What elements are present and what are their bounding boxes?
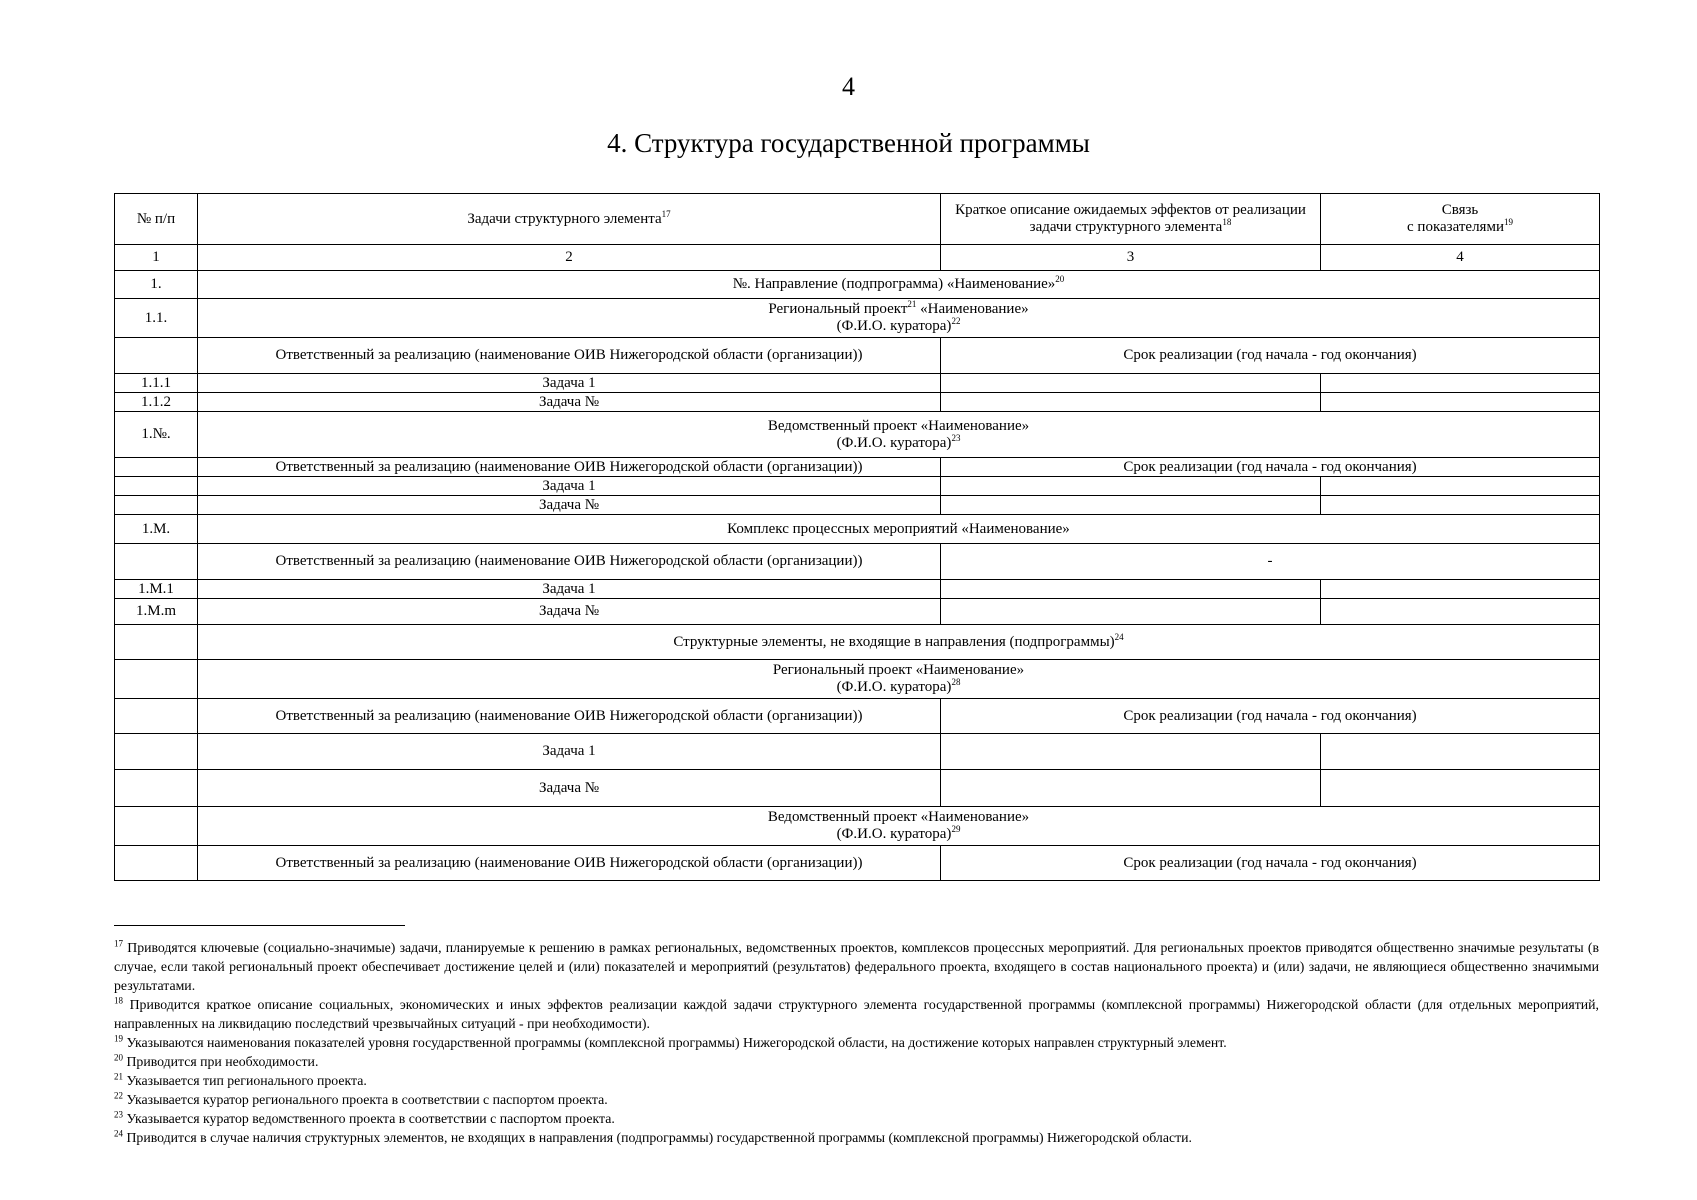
- row-number: 1.: [115, 271, 198, 299]
- table-row: [115, 580, 1600, 599]
- table-row: [115, 338, 1600, 374]
- task-cell: Задача 1: [198, 580, 941, 599]
- footnote-separator: [114, 925, 405, 926]
- table-row: [115, 515, 1600, 544]
- numbering-cell: 4: [1321, 245, 1600, 271]
- numbering-cell: 3: [941, 245, 1321, 271]
- footnote: $^{24}$ Приводится в случае наличия структурных элементов, не входящих в направления (подпрограммы) государственной программы (комплексной программы) Нижегородской области.: [114, 1128, 1192, 1145]
- task-cell: Задача 1: [198, 477, 941, 496]
- table-row: [115, 412, 1600, 458]
- numbering-row: [115, 245, 1600, 271]
- task-cell: Задача 1: [198, 374, 941, 393]
- table-row: [115, 374, 1600, 393]
- empty-cell: [941, 374, 1321, 393]
- empty-cell: [115, 807, 198, 846]
- term-cell: Срок реализации (год начала - год окончания): [941, 846, 1600, 881]
- departmental-project-title: Ведомственный проект «Наименование» (Ф.И.О. куратора)$^{29}$: [198, 807, 1600, 846]
- footnote: $^{21}$ Указывается тип регионального проекта.: [114, 1071, 367, 1088]
- task-cell: Задача 1: [198, 734, 941, 770]
- task-cell: Задача №: [198, 770, 941, 807]
- responsible-cell: Ответственный за реализацию (наименование ОИВ Нижегородской области (организации)): [198, 544, 941, 580]
- empty-cell: [115, 338, 198, 374]
- task-cell: Задача №: [198, 496, 941, 515]
- footnote: $^{17}$ Приводятся ключевые (социально-значимые) задачи, планируемые к решению в рамках региональных, ведомственных проектов, комплексов процессных мероприятий. Для региональных проектов приводятся общественно значимые результаты (в случае, если такой региональный проект обеспечивает достижение целей и (или) показателей и мероприятий (результатов) федерального проекта, входящего в состав национального проекта) и (или) задачи, не являющиеся общественно значимыми результатами.: [114, 938, 1599, 993]
- empty-cell: [941, 477, 1321, 496]
- empty-cell: [115, 458, 198, 477]
- empty-cell: [941, 734, 1321, 770]
- table-row: [115, 299, 1600, 338]
- process-complex-title: Комплекс процессных мероприятий «Наименование»: [198, 515, 1600, 544]
- table-row: [115, 625, 1600, 660]
- footnote: $^{19}$ Указываются наименования показателей уровня государственной программы (комплексной программы) Нижегородской области, на достижение которых направлен структурный элемент.: [114, 1033, 1227, 1050]
- row-number: 1.М.1: [115, 580, 198, 599]
- page-title: 4. Структура государственной программы: [607, 128, 1090, 158]
- empty-cell: [115, 770, 198, 807]
- page-number: 4: [842, 72, 855, 101]
- table-row: [115, 496, 1600, 515]
- empty-cell: [1321, 477, 1600, 496]
- table-row: [115, 393, 1600, 412]
- row-number: 1.1.: [115, 299, 198, 338]
- empty-cell: [941, 580, 1321, 599]
- empty-cell: [941, 599, 1321, 625]
- empty-cell: [115, 699, 198, 734]
- empty-cell: [115, 625, 198, 660]
- table-row: [115, 599, 1600, 625]
- responsible-cell: Ответственный за реализацию (наименование ОИВ Нижегородской области (организации)): [198, 846, 941, 881]
- regional-project-title: Региональный проект$^{21}$ «Наименование» (Ф.И.О. куратора)$^{22}$: [198, 299, 1600, 338]
- empty-cell: [1321, 599, 1600, 625]
- empty-cell: [941, 393, 1321, 412]
- task-cell: Задача №: [198, 393, 941, 412]
- empty-cell: [1321, 374, 1600, 393]
- term-cell: Срок реализации (год начала - год окончания): [941, 699, 1600, 734]
- footnote: $^{23}$ Указывается куратор ведомственного проекта в соответствии с паспортом проекта.: [114, 1109, 615, 1126]
- table-row: [115, 807, 1600, 846]
- empty-cell: [115, 477, 198, 496]
- empty-cell: [941, 770, 1321, 807]
- table-row: [115, 734, 1600, 770]
- header-num: № п/п: [115, 194, 198, 245]
- dash-cell: -: [941, 544, 1600, 580]
- header-tasks: Задачи структурного элемента$^{17}$: [198, 194, 941, 245]
- task-cell: Задача №: [198, 599, 941, 625]
- table-row: [115, 770, 1600, 807]
- header-effects: Краткое описание ожидаемых эффектов от реализации задачи структурного элемента$^{18}$: [941, 194, 1321, 245]
- table-row: [115, 458, 1600, 477]
- table-row: [115, 699, 1600, 734]
- row-number: 1.М.: [115, 515, 198, 544]
- empty-cell: [1321, 734, 1600, 770]
- table-row: [115, 846, 1600, 881]
- row-number: 1.№.: [115, 412, 198, 458]
- row-number: 1.1.1: [115, 374, 198, 393]
- table-row: [115, 544, 1600, 580]
- term-cell: Срок реализации (год начала - год окончания): [941, 338, 1600, 374]
- responsible-cell: Ответственный за реализацию (наименование ОИВ Нижегородской области (организации)): [198, 338, 941, 374]
- table-row: [115, 477, 1600, 496]
- empty-cell: [115, 734, 198, 770]
- responsible-cell: Ответственный за реализацию (наименование ОИВ Нижегородской области (организации)): [198, 699, 941, 734]
- departmental-project-title: Ведомственный проект «Наименование» (Ф.И.О. куратора)$^{23}$: [198, 412, 1600, 458]
- footnote: $^{18}$ Приводится краткое описание социальных, экономических и иных эффектов реализации каждой задачи структурного элемента государственной программы (комплексной программы) Нижегородской области (для отдельных мероприятий, направленных на ликвидацию последствий чрезвычайных ситуаций - при необходимости).: [114, 995, 1599, 1031]
- empty-cell: [1321, 496, 1600, 515]
- row-number: 1.1.2: [115, 393, 198, 412]
- direction-title: №. Направление (подпрограмма) «Наименование»$^{20}$: [198, 271, 1600, 299]
- empty-cell: [115, 496, 198, 515]
- footnote: $^{22}$ Указывается куратор регионального проекта в соответствии с паспортом проекта.: [114, 1090, 608, 1107]
- header-indicators: Связь с показателями$^{19}$: [1321, 194, 1600, 245]
- numbering-cell: 1: [115, 245, 198, 271]
- empty-cell: [1321, 770, 1600, 807]
- structure-table: [114, 193, 1600, 881]
- empty-cell: [1321, 580, 1600, 599]
- empty-cell: [115, 846, 198, 881]
- table-header-row: [115, 194, 1600, 245]
- empty-cell: [1321, 393, 1600, 412]
- table-row: [115, 271, 1600, 299]
- outside-elements-title: Структурные элементы, не входящие в направления (подпрограммы)$^{24}$: [198, 625, 1600, 660]
- term-cell: Срок реализации (год начала - год окончания): [941, 458, 1600, 477]
- empty-cell: [115, 660, 198, 699]
- empty-cell: [941, 496, 1321, 515]
- row-number: 1.М.m: [115, 599, 198, 625]
- empty-cell: [115, 544, 198, 580]
- regional-project-title: Региональный проект «Наименование» (Ф.И.О. куратора)$^{28}$: [198, 660, 1600, 699]
- numbering-cell: 2: [198, 245, 941, 271]
- table-row: [115, 660, 1600, 699]
- responsible-cell: Ответственный за реализацию (наименование ОИВ Нижегородской области (организации)): [198, 458, 941, 477]
- footnotes: [114, 938, 1599, 1147]
- footnote: $^{20}$ Приводится при необходимости.: [114, 1052, 319, 1069]
